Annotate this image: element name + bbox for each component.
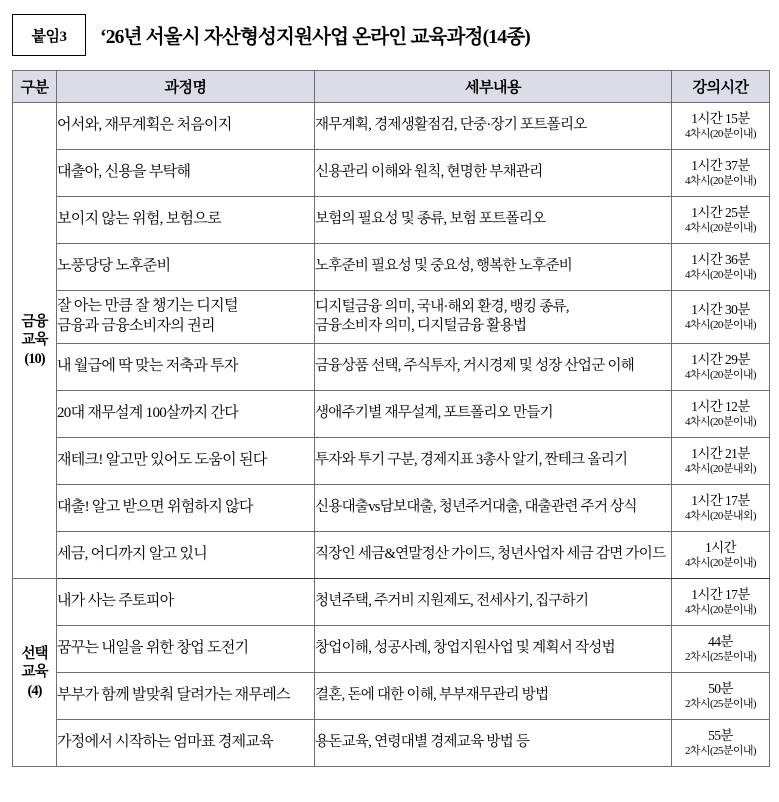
course-detail-cell	[315, 291, 672, 344]
table-row	[13, 103, 770, 150]
course-duration-cell	[672, 532, 770, 579]
duration-sub: 4차시(20분이내)	[685, 222, 756, 234]
column-header-course-name: 과정명	[57, 71, 315, 103]
course-detail-cell: 금융상품 선택, 주식투자, 거시경제 및 성장 산업군 이해	[315, 344, 672, 391]
category-cell-elective-education	[13, 579, 57, 767]
course-duration-cell	[672, 391, 770, 438]
course-name-cell: 내 월급에 딱 맞는 저축과 투자	[57, 344, 315, 391]
course-name-cell: 대출! 알고 받으면 위험하지 않다	[57, 485, 315, 532]
table-body	[13, 103, 770, 767]
duration-sub: 2차시(25분이내)	[685, 698, 756, 710]
course-duration-cell	[672, 197, 770, 244]
course-detail-cell: 투자와 투기 구분, 경제지표 3총사 알기, 짠테크 올리기	[315, 438, 672, 485]
duration-sub: 2차시(25분이내)	[685, 745, 756, 757]
course-duration-cell	[672, 344, 770, 391]
duration-main: 1시간 29분	[691, 351, 750, 367]
duration-main: 50분	[708, 680, 733, 696]
course-detail-cell: 청년주택, 주거비 지원제도, 전세사기, 집구하기	[315, 579, 672, 626]
course-name-line: 금융과 금융소비자의 권리	[57, 318, 215, 334]
duration-main: 44분	[708, 633, 733, 649]
course-detail-cell: 결혼, 돈에 대한 이해, 부부재무관리 방법	[315, 673, 672, 720]
course-name-cell: 노풍당당 노후준비	[57, 244, 315, 291]
table-row	[13, 291, 770, 344]
table-row	[13, 720, 770, 767]
course-duration-cell	[672, 579, 770, 626]
course-detail-cell: 직장인 세금&연말정산 가이드, 청년사업자 세금 감면 가이드	[315, 532, 672, 579]
course-duration-cell	[672, 673, 770, 720]
course-duration-cell	[672, 291, 770, 344]
table-row	[13, 344, 770, 391]
duration-sub: 4차시(20분이내)	[685, 319, 756, 331]
table-row	[13, 532, 770, 579]
duration-sub: 4차시(20분내외)	[685, 463, 756, 475]
course-detail-cell: 재무계획, 경제생활점검, 단중·장기 포트폴리오	[315, 103, 672, 150]
course-table	[12, 70, 770, 767]
duration-main: 1시간 17분	[691, 492, 750, 508]
course-name-cell: 꿈꾸는 내일을 위한 창업 도전기	[57, 626, 315, 673]
duration-main: 1시간 37분	[691, 157, 750, 173]
table-header	[13, 71, 770, 103]
course-name-cell: 재테크! 알고만 있어도 도움이 된다	[57, 438, 315, 485]
duration-main: 1시간	[704, 539, 737, 555]
course-detail-cell: 신용관리 이해와 원칙, 현명한 부채관리	[315, 150, 672, 197]
duration-sub: 4차시(20분이내)	[685, 128, 756, 140]
course-table-wrapper	[12, 70, 769, 767]
course-name-cell: 어서와, 재무계획은 처음이지	[57, 103, 315, 150]
category-line: (10)	[24, 350, 45, 367]
duration-sub: 4차시(20분이내)	[685, 175, 756, 187]
column-header-division: 구분	[13, 71, 57, 103]
table-row	[13, 150, 770, 197]
course-name-cell: 가정에서 시작하는 엄마표 경제교육	[57, 720, 315, 767]
category-line: 교육	[21, 664, 48, 681]
table-row	[13, 391, 770, 438]
table-row	[13, 197, 770, 244]
course-name-cell: 20대 재무설계 100살까지 간다	[57, 391, 315, 438]
course-detail-cell: 노후준비 필요성 및 중요성, 행복한 노후준비	[315, 244, 672, 291]
course-duration-cell	[672, 720, 770, 767]
category-line: 선택	[21, 646, 48, 663]
course-detail-cell: 신용대출vs담보대출, 청년주거대출, 대출관련 주거 상식	[315, 485, 672, 532]
course-detail-cell: 창업이해, 성공사례, 창업지원사업 및 계획서 작성법	[315, 626, 672, 673]
course-detail-cell: 용돈교육, 연령대별 경제교육 방법 등	[315, 720, 672, 767]
table-row	[13, 673, 770, 720]
course-name-cell: 보이지 않는 위험, 보험으로	[57, 197, 315, 244]
course-detail-line: 디지털금융 의미, 국내·해외 환경, 뱅킹 종류,	[315, 298, 569, 315]
course-name-cell: 내가 사는 주토피아	[57, 579, 315, 626]
course-duration-cell	[672, 626, 770, 673]
course-duration-cell	[672, 150, 770, 197]
course-name-line: 잘 아는 만큼 잘 챙기는 디지털	[57, 298, 238, 315]
category-line: 금융	[21, 314, 48, 331]
duration-sub: 2차시(25분이내)	[685, 651, 756, 663]
course-duration-cell	[672, 485, 770, 532]
duration-main: 55분	[708, 727, 733, 743]
table-row	[13, 485, 770, 532]
category-line: (4)	[27, 682, 42, 699]
course-detail-cell: 보험의 필요성 및 종류, 보험 포트폴리오	[315, 197, 672, 244]
duration-sub: 4차시(20분내외)	[685, 510, 756, 522]
category-line: 교육	[21, 332, 48, 349]
course-name-cell: 대출아, 신용을 부탁해	[57, 150, 315, 197]
course-name-cell	[57, 291, 315, 344]
attachment-label-box	[12, 14, 86, 56]
course-detail-line: 금융소비자 의미, 디지털금융 활용법	[315, 318, 527, 334]
column-header-duration: 강의시간	[672, 71, 770, 103]
course-name-cell: 세금, 어디까지 알고 있니	[57, 532, 315, 579]
course-duration-cell	[672, 438, 770, 485]
category-cell-financial-education	[13, 103, 57, 579]
course-detail-cell: 생애주기별 재무설계, 포트폴리오 만들기	[315, 391, 672, 438]
duration-main: 1시간 36분	[691, 251, 750, 267]
duration-sub: 4차시(20분이내)	[685, 557, 756, 569]
duration-main: 1시간 25분	[691, 204, 750, 220]
duration-main: 1시간 21분	[691, 445, 750, 461]
table-row	[13, 626, 770, 673]
course-duration-cell	[672, 103, 770, 150]
table-row	[13, 438, 770, 485]
page-title: ‘26년 서울시 자산형성지원사업 온라인 교육과정(14종)	[100, 27, 530, 48]
duration-sub: 4차시(20분이내)	[685, 604, 756, 616]
duration-main: 1시간 17분	[691, 586, 750, 602]
table-row	[13, 579, 770, 626]
duration-sub: 4차시(20분이내)	[685, 416, 756, 428]
document-header	[12, 14, 769, 56]
table-header-row	[13, 71, 770, 103]
duration-sub: 4차시(20분이내)	[685, 269, 756, 281]
duration-main: 1시간 12분	[691, 398, 750, 414]
duration-main: 1시간 15분	[691, 110, 750, 126]
course-name-cell: 부부가 함께 발맞춰 달려가는 재무레스	[57, 673, 315, 720]
attachment-label: 붙임3	[31, 28, 67, 45]
duration-sub: 4차시(20분이내)	[685, 369, 756, 381]
column-header-details: 세부내용	[315, 71, 672, 103]
course-duration-cell	[672, 244, 770, 291]
duration-main: 1시간 30분	[691, 301, 750, 317]
table-row	[13, 244, 770, 291]
